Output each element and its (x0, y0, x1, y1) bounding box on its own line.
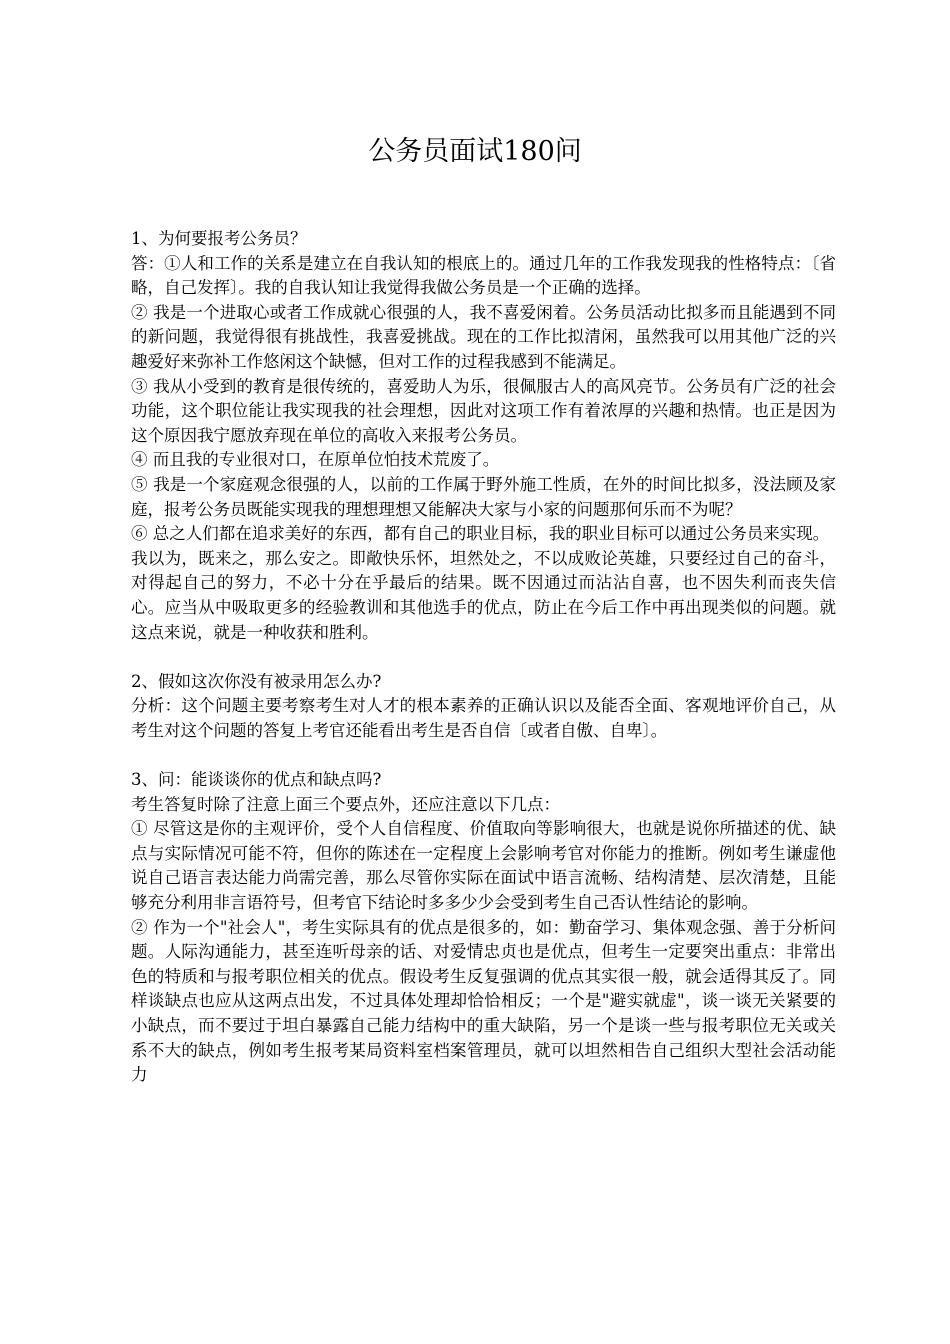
paragraph-gap (131, 743, 836, 768)
question-1-point-2: ② 我是一个进取心或者工作成就心很强的人，我不喜爱闲着。公务员活动比拟多而且能遇到不同的新问题，我觉得很有挑战性，我喜爱挑战。现在的工作比拟清闲，虽然我可以用其他广泛的兴趣爱好来弥补工作悠闲这个缺憾，但对工作的过程我感到不能满足。 (131, 302, 836, 371)
question-1-point-5: ⑤ 我是一个家庭观念很强的人，以前的工作属于野外施工性质，在外的时间比拟多，没法顾及家庭，报考公务员既能实现我的理想理想又能解决大家与小家的问题那何乐而不为呢？ (131, 474, 836, 519)
question-1-closing: 我以为，既来之，那么安之。即敞快乐怀，坦然处之，不以成败论英雄，只要经过自己的奋斗，对得起自己的努力，不必十分在乎最后的结果。既不因通过而沾沾自喜，也不因失利而丧失信心。应当从中吸取更多的经验教训和其他选手的优点，防止在今后工作中再出现类似的问题。就这点来说，就是一种收获和胜利。 (131, 548, 836, 642)
question-1-heading: 1、为何要报考公务员？ (131, 229, 307, 248)
question-1-point-6: ⑥ 总之人们都在追求美好的东西，都有自己的职业目标，我的职业目标可以通过公务员来实现。 (131, 524, 830, 544)
question-3-heading: 3、问：能谈谈你的优点和缺点吗? (131, 770, 382, 790)
question-3-intro: 考生答复时除了注意上面三个要点外，还应注意以下几点： (131, 794, 560, 814)
question-2-heading: 2、假如这次你没有被录用怎么办? (131, 671, 382, 691)
document-title: 公务员面试180问 (368, 136, 582, 167)
question-1-section (131, 227, 836, 645)
question-3-point-2: ② 作为一个"社会人"，考生实际具有的优点是很多的，如：勤奋学习、集体观念强、善于分析问题。人际沟通能力，甚至连听母亲的话、对爱情忠贞也是优点，但考生一定要突出重点：非常出色的特质和与报考职位相关的优点。假设考生反复强调的优点其实很一般，就会适得其反了。同样谈缺点也应从这两点出发，不过具体处理却恰恰相反；一个是"避实就虚"，谈一谈无关紧要的小缺点，而不要过于坦白暴露自己能力结构中的重大缺陷，另一个是谈一些与报考职位无关或关系不大的缺点，例如考生报考某局资料室档案管理员，就可以坦然相告自己组织大型社会活动能力 (131, 917, 836, 1085)
paragraph-gap (131, 645, 836, 670)
question-1-point-4: ④ 而且我的专业很对口，在原单位怕技术荒废了。 (131, 450, 500, 470)
question-2-analysis: 分析：这个问题主要考察考生对人才的根本素养的正确认识以及能否全面、客观地评价自己，从考生对这个问题的答复上考官还能看出考生是否自信〔或者自傲、自卑〕。 (131, 696, 836, 740)
question-2-section (131, 670, 836, 744)
question-1-point-3: ③ 我从小受到的教育是很传统的，喜爱助人为乐，很佩服古人的高风亮节。公务员有广泛的社会功能，这个职位能让我实现我的社会理想，因此对这项工作有着浓厚的兴趣和热情。也正是因为这个原因我宁愿放弃现在单位的高收入来报考公务员。 (131, 376, 836, 445)
question-3-point-1: ① 尽管这是你的主观评价，受个人自信程度、价值取向等影响很大，也就是说你所描述的优、缺点与实际情况可能不符，但你的陈述在一定程度上会影响考官对你能力的推断。例如考生谦虚他说自己语言表达能力尚需完善，那么尽管你实际在面试中语言流畅、结构清楚、层次清楚，且能够充分利用非言语符号，但考官下结论时多多少少会受到考生自己否认性结论的影响。 (131, 819, 836, 913)
question-1-answer-intro: 答：①人和工作的关系是建立在自我认知的根底上的。通过几年的工作我发现我的性格特点：〔省略，自己发挥〕。我的自我认知让我觉得我做公务员是一个正确的选择。 (131, 253, 836, 298)
question-3-section (131, 768, 836, 1088)
document-body (131, 227, 836, 1088)
